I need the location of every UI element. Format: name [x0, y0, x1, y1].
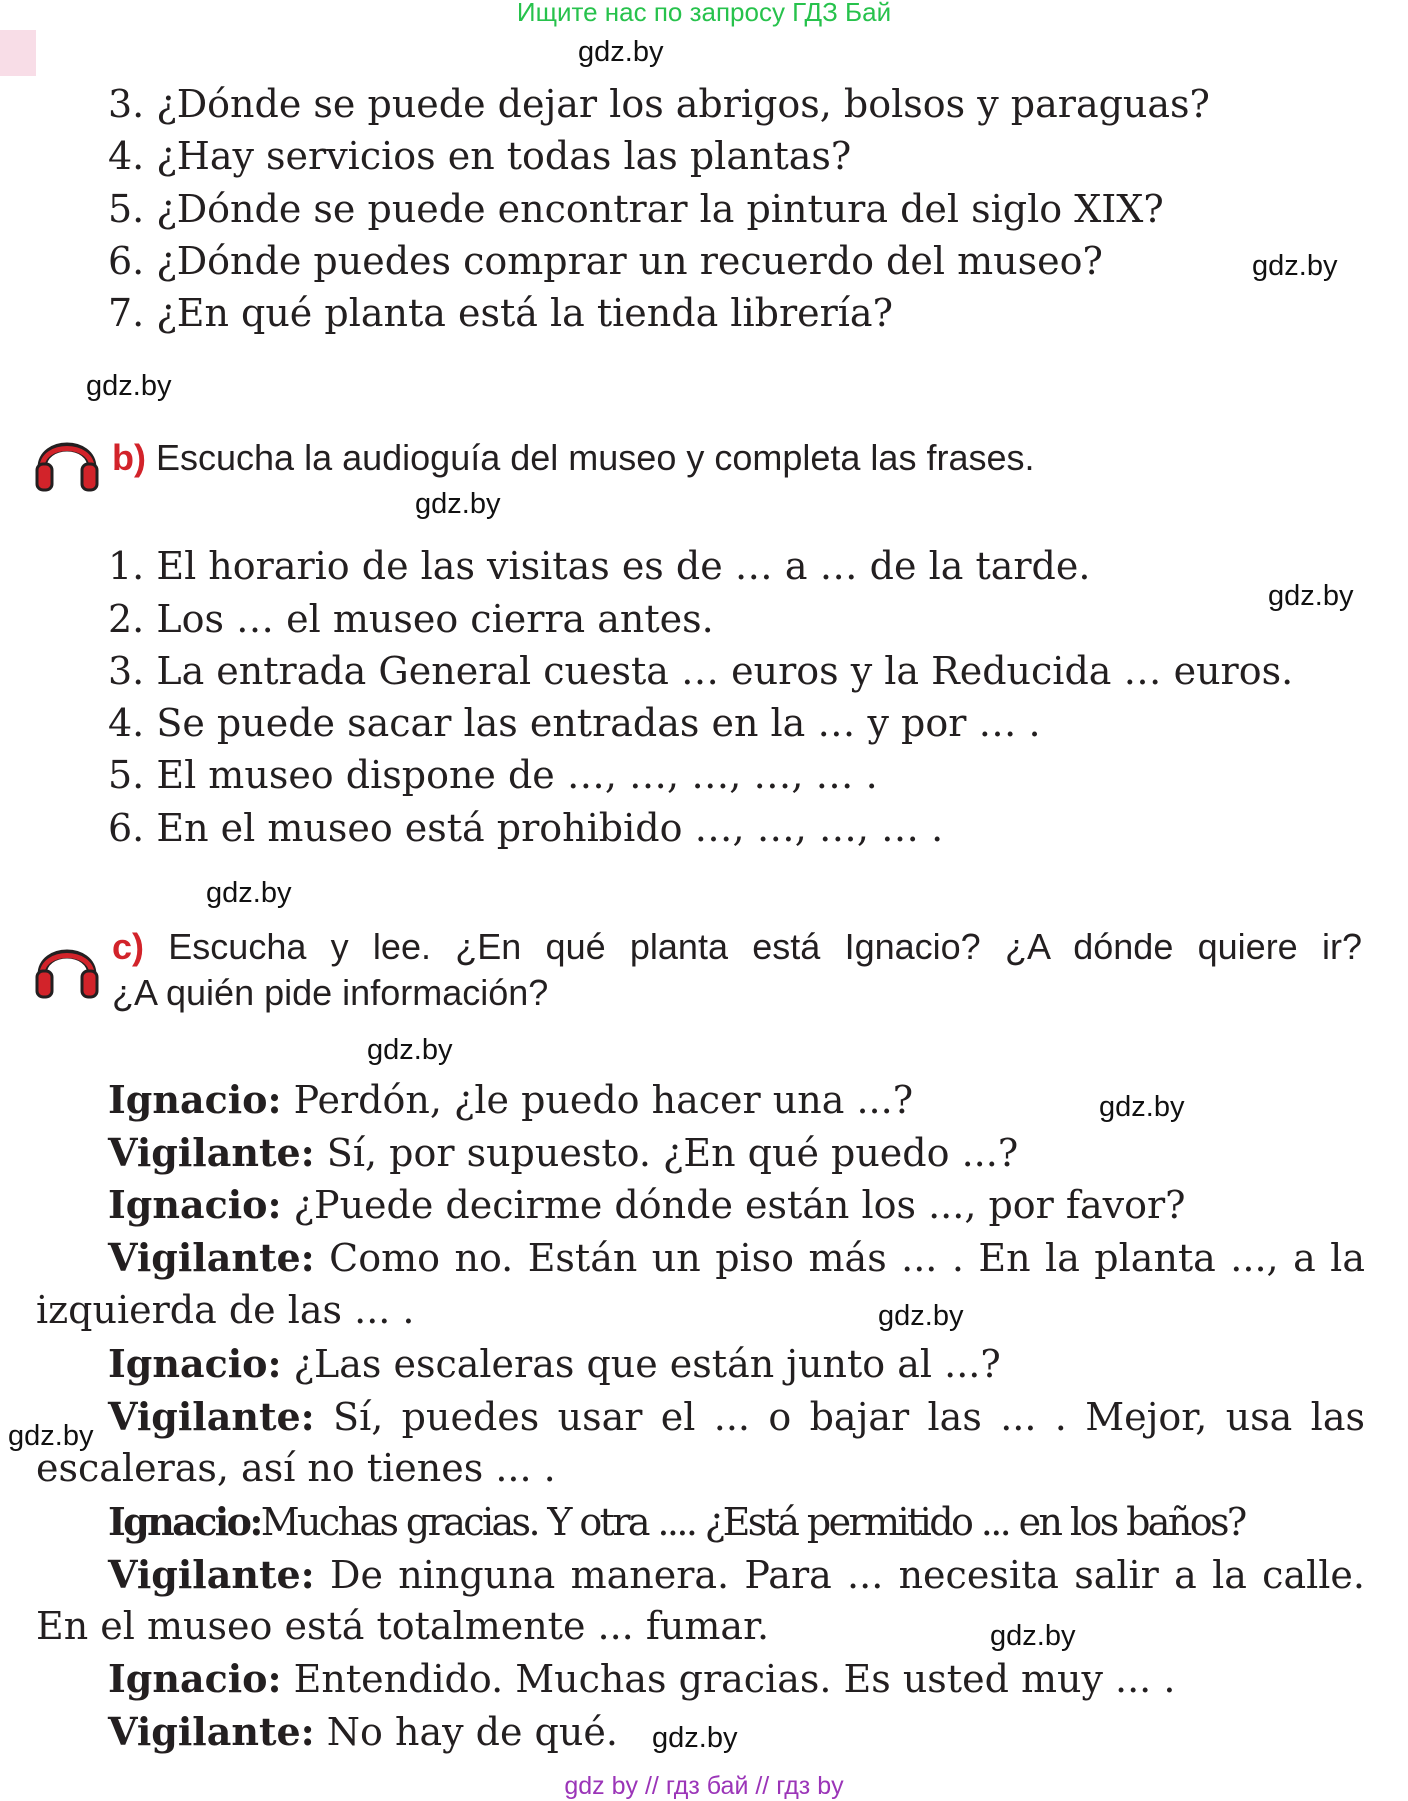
speaker-name: Vigilante: — [108, 1130, 315, 1175]
question-line: 3. ¿Dónde se puede dejar los abrigos, bolsos y paraguas? — [108, 82, 1210, 126]
speaker-name: Ignacio: — [108, 1656, 282, 1701]
sentence-line: 3. La entrada General cuesta … euros y la Reducida … euros. — [108, 649, 1294, 693]
speaker-name: Vigilante: — [108, 1709, 315, 1754]
watermark: gdz.by — [652, 1722, 738, 1754]
watermark: gdz.by — [86, 370, 172, 402]
question-line: 5. ¿Dónde se puede encontrar la pintura del siglo XIX? — [108, 187, 1164, 231]
dialogue-continuation: escaleras, así no tienes ... . — [36, 1446, 556, 1490]
watermark: gdz.by — [206, 877, 292, 909]
page-tab-marker — [0, 30, 36, 76]
dialogue-continuation: En el museo está totalmente ... fumar. — [36, 1604, 770, 1648]
dialogue-line — [108, 1126, 1018, 1180]
dialogue-line — [108, 1495, 1245, 1549]
sentence-line: 6. En el museo está prohibido …, …, …, … . — [108, 806, 944, 850]
footer-links[interactable]: gdz by // гдз бай // гдз by — [564, 1772, 844, 1800]
dialogue-line — [108, 1705, 618, 1759]
watermark: gdz.by — [878, 1300, 964, 1332]
dialogue-line — [108, 1073, 913, 1127]
dialogue-line — [108, 1548, 1365, 1602]
watermark: gdz.by — [8, 1420, 94, 1452]
speaker-name: Ignacio: — [108, 1182, 282, 1227]
speaker-name: Ignacio: — [108, 1499, 261, 1544]
speaker-name: Vigilante: — [108, 1235, 315, 1280]
dialogue-text: Muchas gracias. Y otra .... ¿Está permitido ... en los baños? — [260, 1500, 1245, 1544]
watermark: gdz.by — [990, 1620, 1076, 1652]
dialogue-text: De ninguna manera. Para ... necesita salir a la calle. — [314, 1553, 1365, 1597]
top-banner: Ищите нас по запросу ГДЗ Бай — [516, 0, 892, 27]
dialogue-line — [108, 1652, 1175, 1706]
question-line: 7. ¿En qué planta está la tienda librería? — [108, 291, 893, 335]
sentence-line: 1. El horario de las visitas es de … a … de la tarde. — [108, 544, 1091, 588]
dialogue-line — [108, 1390, 1365, 1444]
dialogue-text: Perdón, ¿le puedo hacer una ...? — [281, 1078, 914, 1122]
task-letter: c) — [112, 926, 145, 967]
sentence-line: 4. Se puede sacar las entradas en la … y por … . — [108, 701, 1041, 745]
task-b-instruction — [112, 437, 1034, 479]
dialogue-text: Como no. Están un piso más ... . En la planta ..., a la — [314, 1236, 1365, 1280]
speaker-name: Ignacio: — [108, 1341, 282, 1386]
dialogue-text: Sí, por supuesto. ¿En qué puedo ...? — [314, 1131, 1019, 1175]
watermark: gdz.by — [578, 36, 664, 68]
task-text: Escucha la audioguía del museo y completa las frases. — [156, 437, 1035, 478]
speaker-name: Vigilante: — [108, 1394, 315, 1439]
watermark: gdz.by — [367, 1034, 453, 1066]
headphones-icon — [34, 935, 100, 1001]
dialogue-text: Sí, puedes usar el ... o bajar las ... . Mejor, usa las — [314, 1395, 1365, 1439]
sentence-line: 2. Los … el museo cierra antes. — [108, 597, 714, 641]
task-text: Escucha y lee. ¿En qué planta está Ignacio? ¿A dónde quiere ir? — [168, 926, 1362, 967]
dialogue-continuation: izquierda de las ... . — [36, 1288, 415, 1332]
question-line: 6. ¿Dónde puedes comprar un recuerdo del museo? — [108, 239, 1103, 283]
dialogue-text: Entendido. Muchas gracias. Es usted muy ... . — [281, 1657, 1176, 1701]
speaker-name: Vigilante: — [108, 1552, 315, 1597]
watermark: gdz.by — [1268, 580, 1354, 612]
watermark: gdz.by — [1252, 250, 1338, 282]
task-c-instruction-line2: ¿A quién pide información? — [112, 972, 549, 1013]
dialogue-text: No hay de qué. — [314, 1710, 618, 1754]
dialogue-line — [108, 1178, 1186, 1232]
dialogue-text: ¿Puede decirme dónde están los ..., por favor? — [281, 1183, 1186, 1227]
task-letter: b) — [112, 437, 146, 478]
dialogue-line — [108, 1337, 1001, 1391]
task-c-instruction-line1 — [112, 926, 1362, 968]
watermark: gdz.by — [1099, 1091, 1185, 1123]
speaker-name: Ignacio: — [108, 1077, 282, 1122]
question-line: 4. ¿Hay servicios en todas las plantas? — [108, 134, 852, 178]
watermark: gdz.by — [415, 488, 501, 520]
headphones-icon — [34, 428, 100, 494]
dialogue-line — [108, 1231, 1365, 1285]
dialogue-text: ¿Las escaleras que están junto al ...? — [281, 1342, 1001, 1386]
sentence-line: 5. El museo dispone de …, …, …, …, … . — [108, 753, 878, 797]
